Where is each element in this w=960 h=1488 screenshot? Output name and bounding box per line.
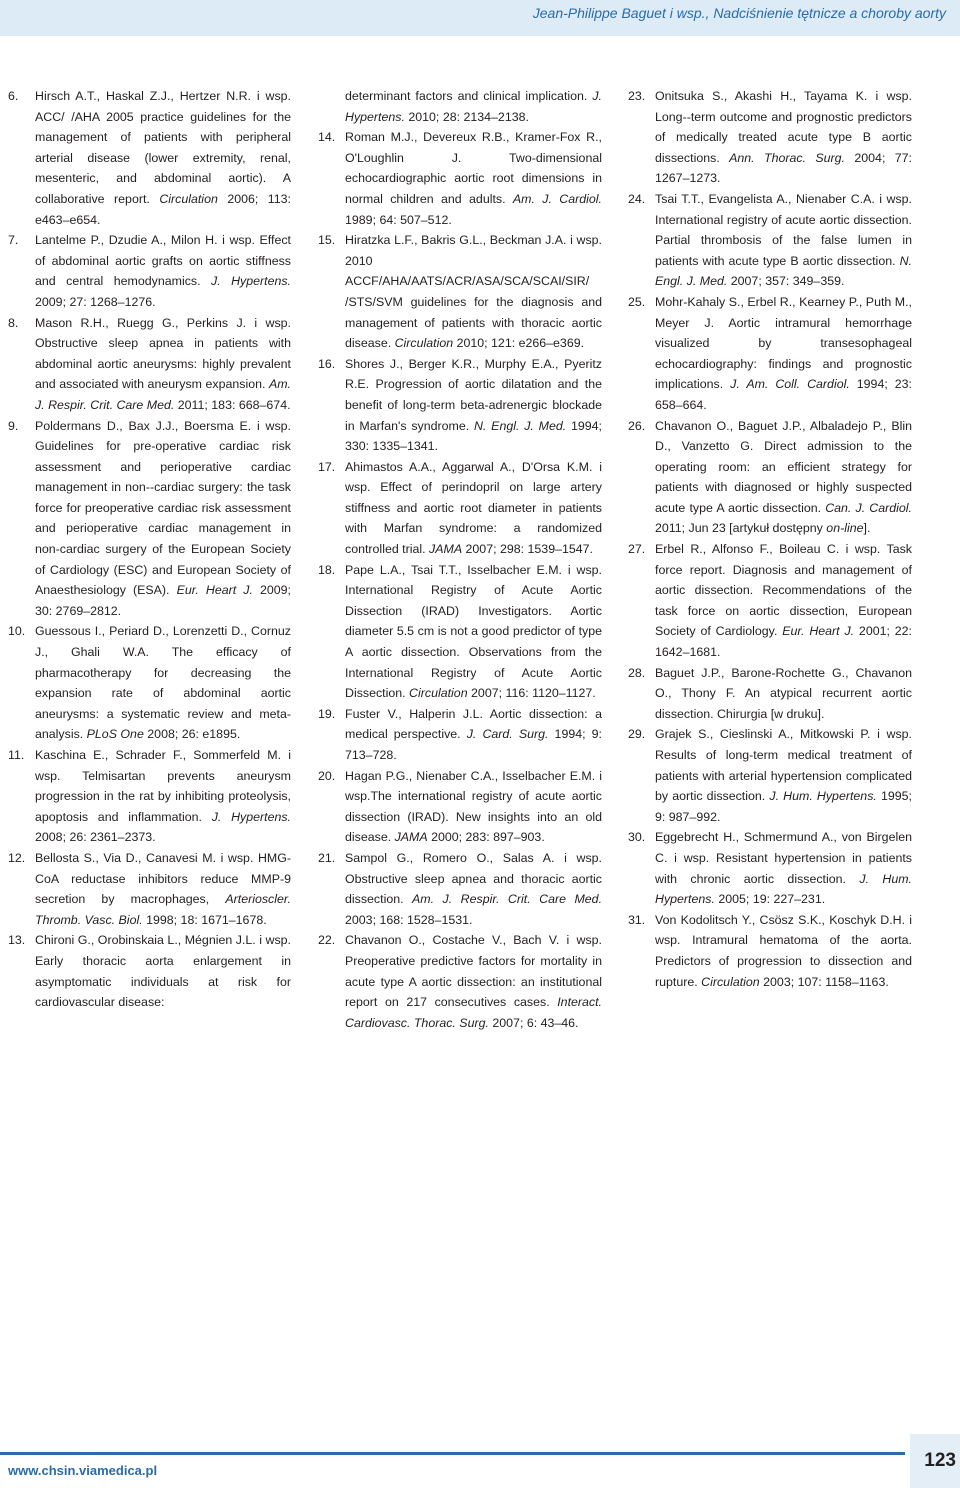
reference-item bbox=[628, 416, 912, 540]
reference-item bbox=[628, 292, 912, 416]
header-title: Nadciśnienie tętnicze a choroby aorty bbox=[713, 5, 946, 21]
reference-number: 13. bbox=[8, 933, 26, 948]
reference-item bbox=[8, 848, 291, 930]
reference-number: 23. bbox=[628, 89, 646, 103]
reference-number: 31. bbox=[628, 912, 646, 927]
reference-item bbox=[628, 724, 912, 827]
reference-number: 26. bbox=[628, 418, 646, 433]
reference-text: Lantelme P., Dzudie A., Milon H. i wsp. Effect of abdominal aortic grafts on aortic stiffness and central hemodynamics. J. Hypertens. 2009; 27: 1268–1276. bbox=[35, 233, 292, 309]
reference-item bbox=[318, 766, 602, 848]
reference-text: Von Kodolitsch Y., Csösz S.K., Koschyk D.H. i wsp. Intramural hematoma of the aorta. Predictors of progression to dissection and rupture. Circulation 2003; 107: 1158–1163. bbox=[655, 912, 912, 989]
reference-item bbox=[628, 539, 912, 663]
reference-number: 18. bbox=[318, 562, 336, 577]
reference-item bbox=[318, 457, 602, 560]
running-header-text: Jean-Philippe Baguet i wsp., Nadciśnienie tętnicze a choroby aorty bbox=[532, 5, 946, 21]
reference-number: 24. bbox=[628, 191, 646, 206]
page-footer bbox=[0, 1434, 960, 1488]
reference-number: 27. bbox=[628, 542, 646, 557]
reference-item bbox=[8, 86, 291, 230]
reference-text: Sampol G., Romero O., Salas A. i wsp. Obstructive sleep apnea and thoracic aortic dissection. Am. J. Respir. Crit. Care Med. 2003; 168: 1528–1531. bbox=[345, 850, 603, 927]
reference-number: 11. bbox=[8, 748, 25, 762]
reference-text: Bellosta S., Via D., Canavesi M. i wsp. HMG-CoA reductase inhibitors reduce MMP-9 secretion by macrophages, Arterioscler. Thromb. Vasc. Biol. 1998; 18: 1671–1678. bbox=[35, 850, 291, 927]
reference-number: 15. bbox=[318, 233, 336, 248]
reference-text: Hirsch A.T., Haskal Z.J., Hertzer N.R. i wsp. ACC/ /AHA 2005 practice guidelines for the management of patients with peripheral arterial disease (lower extremity, renal, mesenteric, and abdominal aortic). A collaborative report. Circulation 2006; 113: e463–e654. bbox=[35, 89, 291, 227]
reference-text: Mohr-Kahaly S., Erbel R., Kearney P., Puth M., Meyer J. Aortic intramural hemorrhage visualized by transesophageal echocardiography: findings and prognostic implications. J. Am. Coll. Cardiol. 1994; 23: 658–664. bbox=[655, 294, 912, 412]
page-number-box bbox=[910, 1434, 960, 1488]
reference-item bbox=[318, 86, 602, 127]
reference-item bbox=[8, 313, 291, 416]
reference-text: Chavanon O., Baguet J.P., Albaladejo P., Blin D., Vanzetto G. Direct admission to the operating room: an efficient strategy for patients with diagnosed or highly suspected acute type A aortic dissection. Can. J. Cardiol. 2011; Jun 23 [artykuł dostępny on-line]. bbox=[655, 418, 912, 536]
reference-number: 21. bbox=[318, 850, 336, 865]
reference-number: 17. bbox=[318, 459, 336, 474]
reference-number: 8. bbox=[8, 315, 19, 330]
journal-url-link[interactable]: www.chsin.viamedica.pl bbox=[8, 1463, 158, 1478]
reference-item bbox=[628, 910, 912, 992]
reference-item bbox=[628, 827, 912, 909]
reference-number: 16. bbox=[318, 356, 336, 371]
reference-item bbox=[8, 416, 291, 622]
reference-item bbox=[8, 621, 291, 745]
reference-item bbox=[318, 127, 602, 230]
reference-number: 6. bbox=[8, 89, 19, 103]
reference-item bbox=[318, 848, 602, 930]
reference-item bbox=[8, 230, 291, 312]
reference-item bbox=[318, 354, 602, 457]
reference-number: 30. bbox=[628, 830, 646, 845]
reference-text: Ahimastos A.A., Aggarwal A., D'Orsa K.M. i wsp. Effect of perindopril on large artery stiffness and aortic root diameter in patients with Marfan syndrome: a randomized controlled trial. JAMA 2007; 298: 1539–1547. bbox=[345, 459, 602, 557]
footer-rule bbox=[0, 1452, 905, 1455]
reference-text: determinant factors and clinical implication. J. Hypertens. 2010; 28: 2134–2138. bbox=[345, 89, 602, 124]
reference-number: 25. bbox=[628, 294, 646, 309]
reference-item bbox=[318, 230, 602, 354]
reference-text: Eggebrecht H., Schmermund A., von Birgelen C. i wsp. Resistant hypertension in patients with chronic aortic dissection. J. Hum. Hypertens. 2005; 19: 227–231. bbox=[655, 830, 913, 907]
references-column-2 bbox=[318, 86, 602, 1033]
reference-item bbox=[318, 560, 602, 704]
page-number: 123 bbox=[924, 1450, 956, 1471]
reference-number: 28. bbox=[628, 665, 646, 680]
reference-text: Poldermans D., Bax J.J., Boersma E. i wsp. Guidelines for pre-operative cardiac risk assessment and perioperative cardiac management in non--cardiac surgery: the task force for preoperative cardiac risk assessment and perioperative cardiac management in non-cardiac surgery of the European Society of Cardiology (ESC) and European Society of Anaesthesiology (ESA). Eur. Heart J. 2009; 30: 2769–2812. bbox=[35, 418, 291, 618]
reference-item bbox=[318, 930, 602, 1033]
reference-text: Chavanon O., Costache V., Bach V. i wsp. Preoperative predictive factors for mortality in acute type A aortic dissection: an institutional report on 217 consecutives cases. Interact. Cardiovasc. Thorac. Surg. 2007; 6: 43–46. bbox=[345, 933, 602, 1030]
running-header bbox=[0, 0, 960, 36]
reference-number: 19. bbox=[318, 706, 336, 721]
reference-item bbox=[628, 663, 912, 725]
reference-number: 10. bbox=[8, 624, 26, 639]
reference-number: 9. bbox=[8, 418, 19, 433]
reference-text: Grajek S., Cieslinski A., Mitkowski P. i wsp. Results of long-term medical treatment of patients with arterial hypertension complicated by aortic dissection. J. Hum. Hypertens. 1995; 9: 987–992. bbox=[655, 727, 912, 824]
reference-text: Pape L.A., Tsai T.T., Isselbacher E.M. i wsp. International Registry of Acute Aortic Dissection (IRAD) Investigators. Aortic diameter 5.5 cm is not a good predictor of type A aortic dissection. Observations from the International Registry of Acute Aortic Dissection. Circulation 2007; 116: 1120–1127. bbox=[345, 562, 602, 701]
reference-text: Erbel R., Alfonso F., Boileau C. i wsp. Task force report. Diagnosis and management of aortic dissection. Recommendations of the task force on aortic dissection, European Society of Cardiology. Eur. Heart J. 2001; 22: 1642–1681. bbox=[655, 542, 912, 660]
reference-item bbox=[628, 189, 912, 292]
reference-text: Fuster V., Halperin J.L. Aortic dissection: a medical perspective. J. Card. Surg. 1994; 9: 713–728. bbox=[345, 706, 602, 762]
reference-number: 20. bbox=[318, 768, 336, 783]
references-column-3 bbox=[628, 86, 912, 992]
reference-number: 14. bbox=[318, 130, 336, 145]
reference-text: Baguet J.P., Barone-Rochette G., Chavanon O., Thony F. An atypical recurrent aortic dissection. Chirurgia [w druku]. bbox=[655, 665, 912, 721]
reference-item bbox=[628, 86, 912, 189]
reference-text: Roman M.J., Devereux R.B., Kramer-Fox R., O'Loughlin J. Two-dimensional echocardiographic aortic root dimensions in normal children and adults. Am. J. Cardiol. 1989; 64: 507–512. bbox=[345, 130, 602, 227]
reference-item bbox=[8, 745, 291, 848]
reference-number: 7. bbox=[8, 233, 19, 248]
reference-number: 22. bbox=[318, 933, 336, 948]
references-column-1 bbox=[8, 86, 291, 1013]
reference-text: Kaschina E., Schrader F., Sommerfeld M. i wsp. Telmisartan prevents aneurysm progression in the rat by inhibiting proteolysis, apoptosis and inflammation. J. Hypertens. 2008; 26: 2361–2373. bbox=[35, 748, 291, 845]
reference-item bbox=[8, 930, 291, 1012]
reference-text: Onitsuka S., Akashi H., Tayama K. i wsp. Long--term outcome and prognostic predictors of medically treated acute type B aortic dissections. Ann. Thorac. Surg. 2004; 77: 1267–1273. bbox=[655, 89, 912, 186]
reference-text: Hagan P.G., Nienaber C.A., Isselbacher E.M. i wsp.The international registry of acute aortic dissection (IRAD). New insights into an old disease. JAMA 2000; 283: 897–903. bbox=[345, 768, 602, 845]
reference-text: Hiratzka L.F., Bakris G.L., Beckman J.A. i wsp. 2010 ACCF/AHA/AATS/ACR/ASA/SCA/SCAI/SIR/ /STS/SVM guidelines for the diagnosis and management of patients with thoracic aortic disease. Circulation 2010; 121: e266–e369. bbox=[345, 233, 602, 351]
reference-item bbox=[318, 704, 602, 766]
reference-text: Chironi G., Orobinskaia L., Mégnien J.L. i wsp. Early thoracic aorta enlargement in asymptomatic individuals at risk for cardiovascular disease: bbox=[35, 933, 291, 1010]
reference-text: Shores J., Berger K.R., Murphy E.A., Pyeritz R.E. Progression of aortic dilatation and the benefit of long-term beta-adrenergic blockade in Marfan's syndrome. N. Engl. J. Med. 1994; 330: 1335–1341. bbox=[345, 356, 603, 454]
reference-number: 29. bbox=[628, 727, 646, 742]
reference-number: 12. bbox=[8, 850, 26, 865]
reference-text: Guessous I., Periard D., Lorenzetti D., Cornuz J., Ghali W.A. The efficacy of pharmacotherapy for decreasing the expansion rate of abdominal aortic aneurysms: a systematic review and meta-analysis. PLoS One 2008; 26: e1895. bbox=[35, 624, 291, 742]
header-author: Jean-Philippe Baguet i wsp. bbox=[532, 5, 706, 21]
reference-text: Tsai T.T., Evangelista A., Nienaber C.A. i wsp. International registry of acute aortic dissection. Partial thrombosis of the false lumen in patients with acute type B aortic dissection. N. Engl. J. Med. 2007; 357: 349–359. bbox=[655, 191, 912, 289]
reference-text: Mason R.H., Ruegg G., Perkins J. i wsp. Obstructive sleep apnea in patients with abdominal aortic aneurysms: highly prevalent and associated with aneurysm expansion. Am. J. Respir. Crit. Care Med. 2011; 183: 668–674. bbox=[35, 315, 291, 412]
